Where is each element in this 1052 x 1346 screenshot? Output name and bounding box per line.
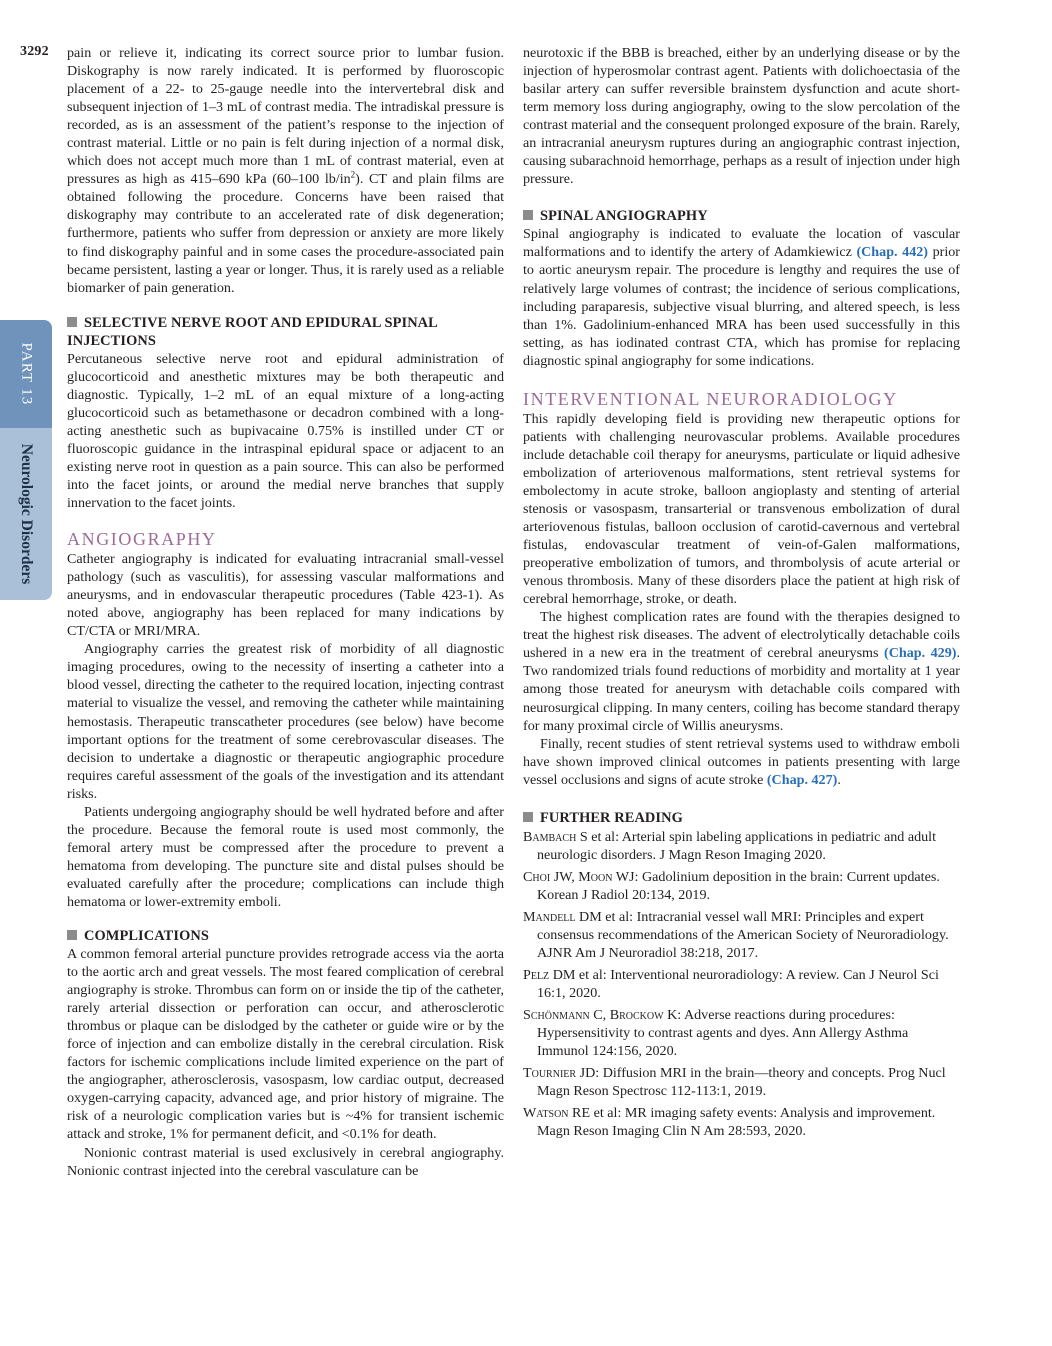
- paragraph-interventional-3: Finally, recent studies of stent retrieval systems used to withdraw emboli have shown improved clinical outcomes in patients presenting with large vessel occlusions and signs of acute stroke (Chap. 427).: [523, 735, 960, 788]
- heading-square-icon: [67, 317, 77, 327]
- left-column: [67, 44, 504, 1180]
- reference-item: Mandell DM et al: Intracranial vessel wall MRI: Principles and expert consensus recommendations of the American Society of Neuroradiology. AJNR Am J Neuroradiol 38:218, 2017.: [523, 908, 949, 962]
- side-tab-part: [0, 320, 52, 428]
- reference-item: Schönmann C, Brockow K: Adverse reactions during procedures: Hypersensitivity to contrast agents and dyes. Ann Allergy Asthma Immunol 124:156, 2020.: [523, 1007, 909, 1060]
- heading-complications: COMPLICATIONS: [67, 927, 504, 945]
- side-tab-subject-label: Neurologic Disorders: [18, 443, 35, 585]
- paragraph-neurotoxic: neurotoxic if the BBB is breached, either by an underlying disease or by the injection of hyperosmolar contrast agent. Patients with dolichoectasia of the basilar artery can suffer reversible brainstem dysfunction and acute short-term memory loss during angiography, owing to the slow percolation of the contrast material and the consequent prolonged exposure of the brain. Rarely, an intracranial aneurysm ruptures during an angiographic contrast injection, causing subarachnoid hemorrhage, perhaps as a result of injection under high pressure.: [523, 45, 960, 188]
- side-tab-part-label: PART 13: [18, 342, 35, 406]
- right-column: [523, 44, 960, 1144]
- chapter-link[interactable]: (Chap. 442): [856, 244, 928, 261]
- paragraph-diskography: pain or relieve it, indicating its correct source prior to lumbar fusion. Diskography is now rarely indicated. It is performed by fluoroscopic placement of a 22- to 25-gauge needle into the intervertebral disk and subsequent injection of 1–3 mL of contrast media. The intradiskal pressure is recorded, as is an assessment of the patient’s response to the injection of contrast material. Little or no pain is felt during injection of a normal disk, which does not accept much more than 1 mL of contrast material, even at pressures as high as 415–690 kPa (60–100 $lb/in^2$). CT and plain films are obtained following the procedure. Concerns have been raised that diskography may contribute to an accelerated rate of disk degeneration; furthermore, patients who suffer from depression or anxiety are more likely to find diskography painful and in some cases the procedure-associated pain became persistent, lasting a year or longer. Thus, it is rarely used as a reliable biomarker of pain generation.: [67, 45, 504, 296]
- chapter-link[interactable]: (Chap. 429): [884, 645, 957, 662]
- paragraph-complications-2: Nonionic contrast material is used exclusively in cerebral angiography. Nonionic contrast injected into the cerebral vasculature can be: [67, 1144, 504, 1179]
- reference-item: Bambach S et al: Arterial spin labeling applications in pediatric and adult neurologic disorders. J Magn Reson Imaging 2020.: [523, 828, 936, 863]
- heading-square-icon: [67, 930, 77, 940]
- reference-item: Watson RE et al: MR imaging safety events: Analysis and improvement. Magn Reson Imaging Clin N Am 28:593, 2020.: [523, 1105, 936, 1140]
- side-tab-subject: [0, 428, 52, 600]
- heading-interventional-neuroradiology: INTERVENTIONAL NEURORADIOLOGY: [523, 388, 898, 409]
- paragraph-angiography-1: Catheter angiography is indicated for evaluating intracranial small-vessel pathology (such as vasculitis), for assessing vascular malformations and aneurysms, and in endovascular therapeutic procedures (Table 423-1). As noted above, angiography has been replaced for many indications by CT/CTA or MRI/MRA.: [67, 551, 504, 640]
- heading-square-icon: [523, 812, 533, 822]
- heading-spinal-angiography: SPINAL ANGIOGRAPHY: [523, 207, 960, 225]
- reference-item: Tournier JD: Diffusion MRI in the brain—theory and concepts. Prog Nucl Magn Reson Spectrosc 112-113:1, 2019.: [523, 1065, 946, 1100]
- paragraph-complications-1: A common femoral arterial puncture provides retrograde access via the aorta to the aortic arch and great vessels. The most feared complication of cerebral angiography is stroke. Thrombus can form on or inside the tip of the catheter, rarely arterial dissection or perforation can occur, and atherosclerotic thrombus or plaque can be dislodged by the catheter or guide wire or by the force of injection and can embolize distally in the cerebral circulation. Risk factors for ischemic complications include limited experience on the part of the angiographer, atherosclerosis, vasospasm, low cardiac output, decreased oxygen-carrying capacity, advanced age, and prior history of migraine. The risk of a neurologic complication varies but is ~4% for transient ischemic attack and stroke, 1% for permanent deficit, and <0.1% for death.: [67, 946, 504, 1143]
- paragraph-spinal-angiography: Spinal angiography is indicated to evaluate the location of vascular malformations and to identify the artery of Adamkiewicz (Chap. 442) prior to aortic aneurysm repair. The procedure is lengthy and requires the use of relatively large volumes of contrast; the incidence of serious complications, including paraparesis, subjective visual blurring, and altered speech, is less than 1%. Gadolinium-enhanced MRA has been used successfully in this setting, as has iodinated contrast CTA, which has promise for replacing diagnostic spinal angiography for some indications.: [523, 226, 960, 369]
- heading-square-icon: [523, 210, 533, 220]
- reference-list: [523, 828, 960, 1141]
- paragraph-interventional-1: This rapidly developing field is providing new therapeutic options for patients with challenging neurovascular problems. Available procedures include detachable coil therapy for aneurysms, particulate or liquid adhesive embolization of arteriovenous malformations, stent retrieval systems for embolectomy in acute stroke, balloon angioplasty and stenting of arterial stenosis or vasospasm, transarterial or transvenous embolization of dural arteriovenous fistulas, balloon occlusion of carotid-cavernous and vertebral fistulas, endovascular treatment of vein-of-Galen malformations, preoperative embolization of tumors, and thrombolysis of acute arterial or venous thrombosis. Many of these disorders place the patient at high risk of cerebral hemorrhage, stroke, or death.: [523, 410, 960, 608]
- heading-angiography: ANGIOGRAPHY: [67, 529, 217, 550]
- paragraph-angiography-2: Angiography carries the greatest risk of morbidity of all diagnostic imaging procedures, owing to the necessity of inserting a catheter into a blood vessel, directing the catheter to the required location, injecting contrast material to visualize the vessel, and removing the catheter while maintaining hemostasis. Therapeutic transcatheter procedures (see below) have become important options for the treatment of some cerebrovascular diseases. The decision to undertake a diagnostic or therapeutic angiographic procedure requires careful assessment of the goals of the investigation and its attendant risks.: [67, 641, 504, 802]
- side-tab: [0, 320, 52, 600]
- paragraph-angiography-3: Patients undergoing angiography should be well hydrated before and after the procedure. Because the femoral route is used most commonly, the femoral artery must be compressed after the procedure to prevent a hematoma from developing. The puncture site and distal pulses should be evaluated carefully after the procedure; complications can include thigh hematoma or lower-extremity emboli.: [67, 803, 504, 910]
- page-number: 3292: [20, 44, 49, 59]
- heading-selective-injections: SELECTIVE NERVE ROOT AND EPIDURAL SPINAL INJECTIONS: [67, 314, 438, 349]
- reference-item: Choi JW, Moon WJ: Gadolinium deposition in the brain: Current updates. Korean J Radiol 20:134, 2019.: [523, 868, 940, 903]
- paragraph-selective-injections: Percutaneous selective nerve root and epidural administration of glucocorticoid and anesthetic mixtures may be both therapeutic and diagnostic. Typically, 1–2 mL of an equal mixture of a long-acting glucocorticoid such as betamethasone or decadron combined with a long-acting anesthetic such as bupivacaine 0.75% is instilled under CT or fluoroscopic guidance in the intraspinal epidural space or adjacent to an existing nerve root in question as a pain source. This can also be performed into the facet joints, or around the medial nerve branches that supply innervation to the facet joints.: [67, 350, 504, 512]
- heading-further-reading: FURTHER READING: [523, 809, 960, 827]
- paragraph-interventional-2: The highest complication rates are found with the therapies designed to treat the highest risk diseases. The advent of electrolytically detachable coils ushered in a new era in the treatment of cerebral aneurysms (Chap. 429). Two randomized trials found reductions of morbidity and mortality at 1 year among those treated for aneurysm with detachable coils compared with neurosurgical clipping. In many centers, coiling has become standard therapy for many proximal circle of Willis aneurysms.: [523, 609, 960, 734]
- reference-item: Pelz DM et al: Interventional neuroradiology: A review. Can J Neurol Sci 16:1, 2020.: [523, 967, 939, 1002]
- chapter-link[interactable]: (Chap. 427): [766, 771, 838, 788]
